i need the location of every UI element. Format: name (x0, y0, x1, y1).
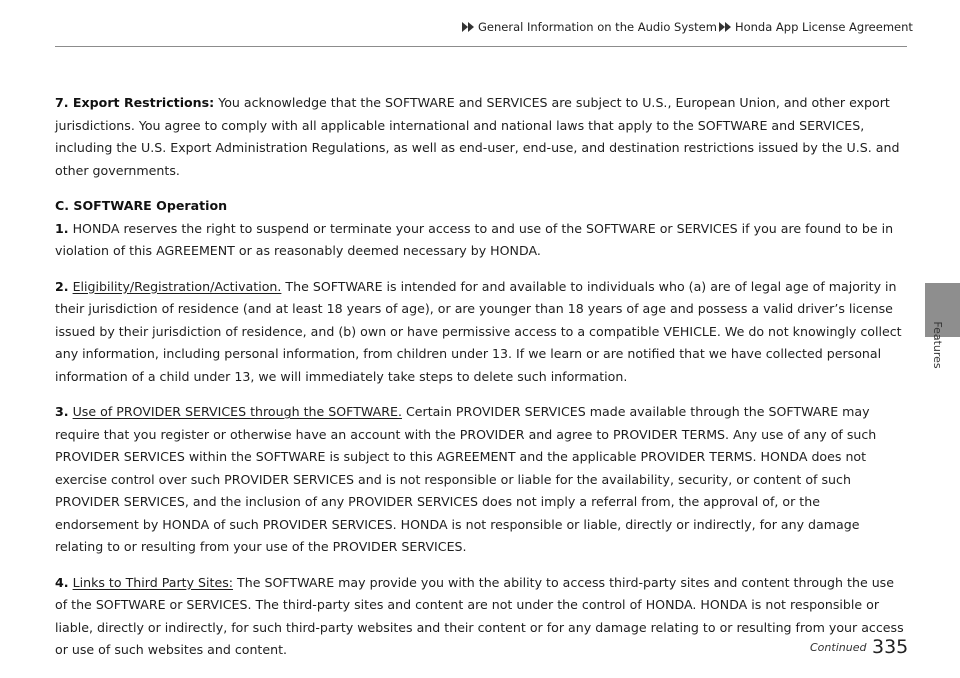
page-body (55, 92, 907, 662)
clause-number: 3. (55, 404, 69, 419)
clause-title: Eligibility/Registration/Activation. (72, 278, 282, 294)
breadcrumb-item-license-agreement: Honda App License Agreement (734, 20, 913, 34)
clause-2 (55, 276, 907, 389)
clause-text: The SOFTWARE is intended for and available to individuals who (a) are of legal age of majority in their jurisdiction of residence (and at least 18 years of age), or are younger than 18 years of age and possess a valid driver’s license issued by their jurisdiction of residence, and (b) own or have permissive access to a compatible VEHICLE. We do not knowingly collect any information, including personal information, from children under 13. If we learn or are notified that we have collected personal information of a child under 13, we will immediately take steps to delete such information. (55, 278, 902, 384)
section-heading: C. SOFTWARE Operation (55, 198, 228, 213)
clause-text: Certain PROVIDER SERVICES made available through the SOFTWARE may require that you register or otherwise have an account with the PROVIDER and agree to PROVIDER TERMS. Any use of any of such PROVIDER SERVICES within the SOFTWARE is subject to this AGREEMENT and the applicable PROVIDER TERMS. HONDA does not exercise control over such PROVIDER SERVICES and is not responsible or liable for the availability, security, or content of such PROVIDER SERVICES, and the inclusion of any PROVIDER SERVICES does not imply a referral from, the approval of, or the endorsement by HONDA of such PROVIDER SERVICES. HONDA is not responsible or liable, directly or indirectly, for any damage relating to or resulting from your use of the PROVIDER SERVICES. (55, 404, 877, 554)
clause-title: Use of PROVIDER SERVICES through the SOFTWARE. (72, 404, 402, 419)
clause-4 (55, 572, 907, 662)
clause-3 (55, 401, 907, 559)
clause-1 (55, 218, 907, 263)
export-restrictions-paragraph (55, 92, 907, 182)
breadcrumb-item-audio-system[interactable]: General Information on the Audio System (478, 20, 717, 34)
double-arrow-icon (719, 22, 733, 32)
breadcrumb (462, 17, 913, 37)
page-number: 335 (872, 636, 909, 658)
export-restrictions-heading: 7. Export Restrictions: (55, 95, 215, 110)
clause-text: HONDA reserves the right to suspend or terminate your access to and use of the SOFTWARE or SERVICES if you are found to be in violation of this AGREEMENT or as reasonably deemed necessary by HONDA. (55, 220, 894, 258)
chapter-tab-label: Features (931, 321, 944, 369)
export-restrictions-text: You acknowledge that the SOFTWARE and SERVICES are subject to U.S., European Union, and other export jurisdictions. You agree to comply with all applicable international and national laws that apply to the SOFTWARE and SERVICES, including the U.S. Export Administration Regulations, as well as end-user, end-use, and destination restrictions issued by the U.S. and other governments. (55, 95, 900, 178)
header-divider (55, 46, 907, 47)
clause-title: Links to Third Party Sites: (72, 574, 234, 590)
continued-label: Continued (810, 641, 867, 654)
clause-text: The SOFTWARE may provide you with the ability to access third-party sites and content through the use of the SOFTWARE or SERVICES. The third-party sites and content are not under the control of HONDA. HONDA is not responsible or liable, directly or indirectly, for such third-party websites and their content or for any damage relating to or resulting from your access or use of such websites and content. (55, 574, 904, 657)
clause-number: 4. (55, 574, 69, 590)
double-arrow-icon (462, 22, 476, 32)
clause-number: 1. (55, 220, 69, 236)
clause-number: 2. (55, 278, 69, 294)
